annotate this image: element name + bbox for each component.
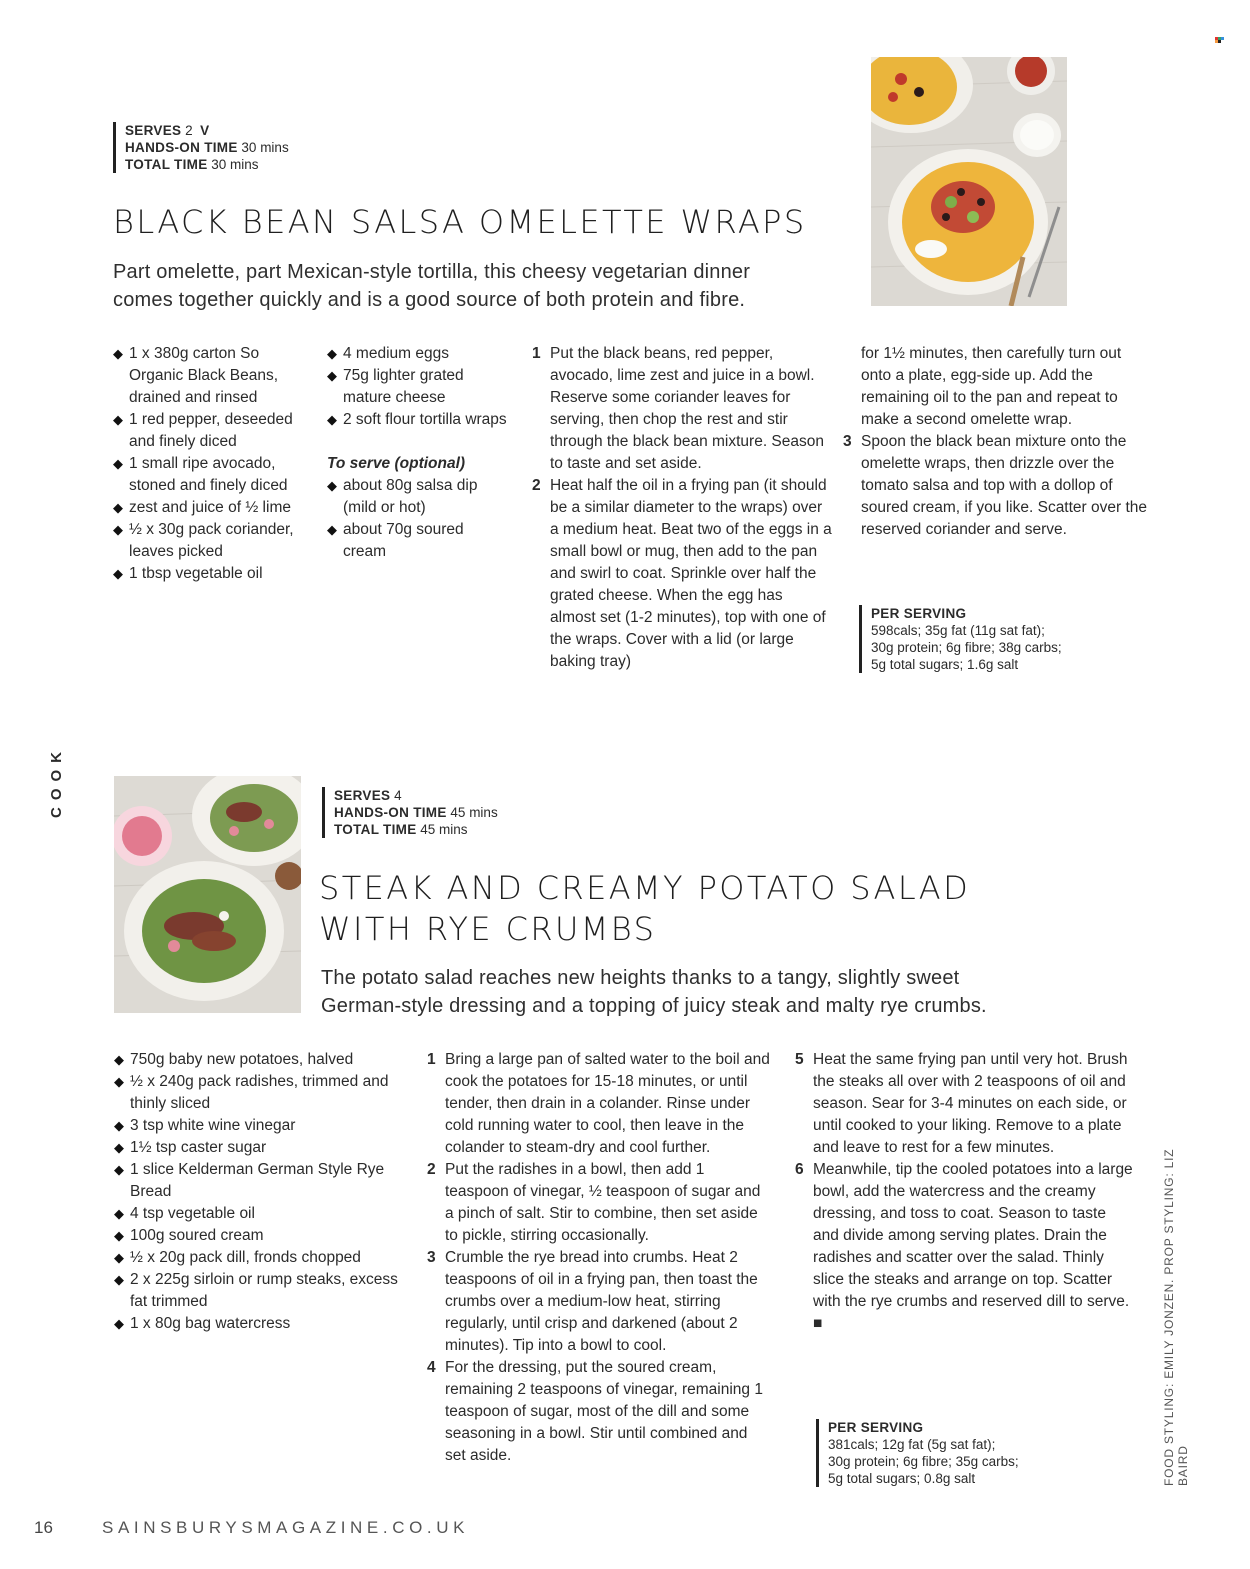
method-step: [843, 431, 1148, 541]
step-text: For the dressing, put the soured cream, remaining 2 teaspoons of vinegar, remaining 1 teaspoon of sugar, most of the dill and some seasoning in a bowl. Stir until combined and set aside.: [445, 1359, 763, 1464]
recipe2-meta: [322, 787, 498, 838]
serves-value: 4: [394, 788, 402, 803]
ingredient-item: ◆ 2 x 225g sirloin or rump steaks, excess fat trimmed: [114, 1269, 399, 1313]
ingredient-item: ◆ 75g lighter grated mature cheese: [327, 365, 507, 409]
method-step: [795, 1159, 1135, 1335]
recipe1-method-b: [843, 343, 1148, 541]
step-number: 1: [427, 1051, 436, 1068]
recipe2-method-a: [427, 1049, 772, 1467]
step-text: Spoon the black bean mixture onto the omelette wraps, then drizzle over the tomato salsa and top with a dollop of soured cream, if you like. Scatter over the reserved coriander and serve.: [861, 433, 1148, 538]
nutrition-line: 381cals; 12g fat (5g sat fat);: [828, 1437, 996, 1452]
recipe2-photo: [114, 776, 301, 1013]
method-step: [795, 1049, 1135, 1159]
recipe2-standfirst: [321, 964, 1101, 1020]
section-label: COOK: [48, 745, 65, 818]
ingredient-item: ◆ ½ x 240g pack radishes, trimmed and thinly sliced: [114, 1071, 399, 1115]
total-time-value: 45 mins: [420, 822, 468, 837]
recipe2-method-b: [795, 1049, 1135, 1335]
total-time-label: TOTAL TIME: [125, 157, 208, 172]
ingredient-item: ◆ 1 red pepper, deseeded and finely diced: [113, 409, 303, 453]
ingredient-item: ◆ 3 tsp white wine vinegar: [114, 1115, 399, 1137]
step-number: 3: [843, 433, 852, 450]
recipe1-title: BLACK BEAN SALSA OMELETTE WRAPS: [113, 203, 807, 241]
method-step: [427, 1049, 772, 1159]
step-number: 1: [532, 345, 541, 362]
end-mark: ■: [813, 1315, 823, 1332]
serves-label: SERVES: [125, 123, 182, 138]
recipe1-ingredients-b: [327, 343, 507, 431]
serves-label: SERVES: [334, 788, 391, 803]
ingredient-item: ◆ 1 tbsp vegetable oil: [113, 563, 303, 585]
ingredient-item: ◆ 1 small ripe avocado, stoned and finely diced: [113, 453, 303, 497]
ingredient-item: ◆ 4 tsp vegetable oil: [114, 1203, 399, 1225]
step-text: Bring a large pan of salted water to the boil and cook the potatoes for 15-18 minutes, or until tender, then drain in a colander. Rinse under cold running water to cool, then leave in the colander to steam-dry and cool further.: [445, 1051, 770, 1156]
step-number: 3: [427, 1249, 436, 1266]
nutrition-line: 5g total sugars; 1.6g salt: [871, 657, 1019, 672]
page-number: 16: [34, 1518, 53, 1537]
recipe1-serve-items: [327, 475, 507, 563]
title-line: WITH RYE CRUMBS: [319, 910, 657, 948]
step-number: 6: [795, 1161, 804, 1178]
recipe1-photo: [871, 57, 1067, 306]
styling-credit: FOOD STYLING: EMILY JONZEN. PROP STYLING: LIZ BAIRD: [1162, 1148, 1190, 1486]
hands-on-label: HANDS-ON TIME: [334, 805, 447, 820]
method-step: [532, 475, 832, 673]
total-time-label: TOTAL TIME: [334, 822, 417, 837]
recipe1-method-a: [532, 343, 832, 673]
per-serving-label: PER SERVING: [871, 606, 967, 621]
step-text: Put the radishes in a bowl, then add 1 teaspoon of vinegar, ½ teaspoon of sugar and a pinch of salt. Stir to combine, then set aside to pickle, stirring occasionally.: [445, 1161, 761, 1244]
recipe1-ingredients-a: [113, 343, 303, 585]
ingredient-item: ◆ 750g baby new potatoes, halved: [114, 1049, 399, 1071]
nutrition-line: 5g total sugars; 0.8g salt: [828, 1471, 976, 1486]
nutrition-line: 598cals; 35g fat (11g sat fat);: [871, 623, 1045, 638]
standfirst-line: comes together quickly and is a good source of both protein and fibre.: [113, 289, 746, 311]
step-number: 5: [795, 1051, 804, 1068]
standfirst-line: German-style dressing and a topping of juicy steak and malty rye crumbs.: [321, 995, 987, 1017]
standfirst-line: Part omelette, part Mexican-style tortilla, this cheesy vegetarian dinner: [113, 261, 751, 283]
recipe1-per-serving: [859, 605, 1062, 673]
ingredient-item: ◆ zest and juice of ½ lime: [113, 497, 303, 519]
step-number: 2: [532, 477, 541, 494]
serves-value: 2: [185, 123, 193, 138]
recipe1-method-step3: [843, 431, 1148, 541]
ingredient-item: ◆ ½ x 20g pack dill, fronds chopped: [114, 1247, 399, 1269]
ingredient-item: ◆ ½ x 30g pack coriander, leaves picked: [113, 519, 303, 563]
vegetarian-mark: V: [200, 123, 210, 138]
per-serving-label: PER SERVING: [828, 1420, 924, 1435]
step-number: 2: [427, 1161, 436, 1178]
step-continuation: for 1½ minutes, then carefully turn out onto a plate, egg-side up. Add the remaining oil to the pan and repeat to make a second omelette wrap.: [861, 345, 1122, 428]
method-step: [427, 1247, 772, 1357]
ingredient-item: ◆ 2 soft flour tortilla wraps: [327, 409, 507, 431]
site-url[interactable]: SAINSBURYSMAGAZINE.CO.UK: [102, 1518, 470, 1537]
ingredient-item: ◆ about 70g soured cream: [327, 519, 507, 563]
ingredient-item: ◆ 100g soured cream: [114, 1225, 399, 1247]
method-step: [532, 343, 832, 475]
to-serve-heading: To serve (optional): [327, 455, 466, 472]
step-text: Heat half the oil in a frying pan (it should be a similar diameter to the wraps) over a medium heat. Beat two of the eggs in a small bowl or mug, then add to the pan and swirl to coat. Sprinkle over half the grated cheese. When the egg has almost set (1-2 minutes), top with one of the wraps. Cover with a lid (or large baking tray): [550, 477, 832, 670]
method-step: [427, 1357, 772, 1467]
recipe1-standfirst: [113, 258, 853, 314]
step-text: Crumble the rye bread into crumbs. Heat 2 teaspoons of oil in a frying pan, then toast the crumbs over a medium-low heat, stirring regularly, until crisp and darkened (about 2 minutes). Tip into a bowl to cool.: [445, 1249, 758, 1354]
step-text: Meanwhile, tip the cooled potatoes into a large bowl, add the watercress and the creamy dressing, and toss to coat. Season to taste and divide among serving plates. Drain the radishes and scatter over the salad. Thinly slice the steaks and arrange on top. Scatter with the rye crumbs and reserved dill to serve.: [813, 1161, 1133, 1310]
ingredient-item: ◆ about 80g salsa dip (mild or hot): [327, 475, 507, 519]
step-number: 4: [427, 1359, 436, 1376]
title-line: STEAK AND CREAMY POTATO SALAD: [319, 869, 971, 907]
method-step: [427, 1159, 772, 1247]
hands-on-label: HANDS-ON TIME: [125, 140, 238, 155]
nutrition-line: 30g protein; 6g fibre; 35g carbs;: [828, 1454, 1019, 1469]
nutrition-line: 30g protein; 6g fibre; 38g carbs;: [871, 640, 1062, 655]
ingredient-item: ◆ 1 slice Kelderman German Style Rye Bread: [114, 1159, 399, 1203]
ingredient-item: ◆ 1 x 380g carton So Organic Black Beans, drained and rinsed: [113, 343, 303, 409]
recipe1-meta: [113, 122, 289, 173]
step-text: Heat the same frying pan until very hot. Brush the steaks all over with 2 teaspoons of oil and season. Sear for 3-4 minutes on each side, or until cooked to your liking. Remove to a plate and leave to rest for a few minutes.: [813, 1051, 1128, 1156]
ingredient-item: ◆ 1 x 80g bag watercress: [114, 1313, 399, 1335]
standfirst-line: The potato salad reaches new heights thanks to a tangy, slightly sweet: [321, 967, 960, 989]
hands-on-value: 30 mins: [241, 140, 289, 155]
recipe2-ingredients: [114, 1049, 399, 1335]
recipe2-title: [319, 868, 970, 950]
corner-color-mark: [1215, 31, 1224, 38]
recipe2-per-serving: [816, 1419, 1019, 1487]
ingredient-item: ◆ 1½ tsp caster sugar: [114, 1137, 399, 1159]
recipe1-ingredients-b-column: [327, 343, 507, 563]
hands-on-value: 45 mins: [450, 805, 498, 820]
ingredient-item: ◆ 4 medium eggs: [327, 343, 507, 365]
total-time-value: 30 mins: [211, 157, 259, 172]
step-text: Put the black beans, red pepper, avocado, lime zest and juice in a bowl. Reserve some coriander leaves for serving, then chop the rest and stir through the black bean mixture. Season to taste and set aside.: [550, 345, 825, 472]
